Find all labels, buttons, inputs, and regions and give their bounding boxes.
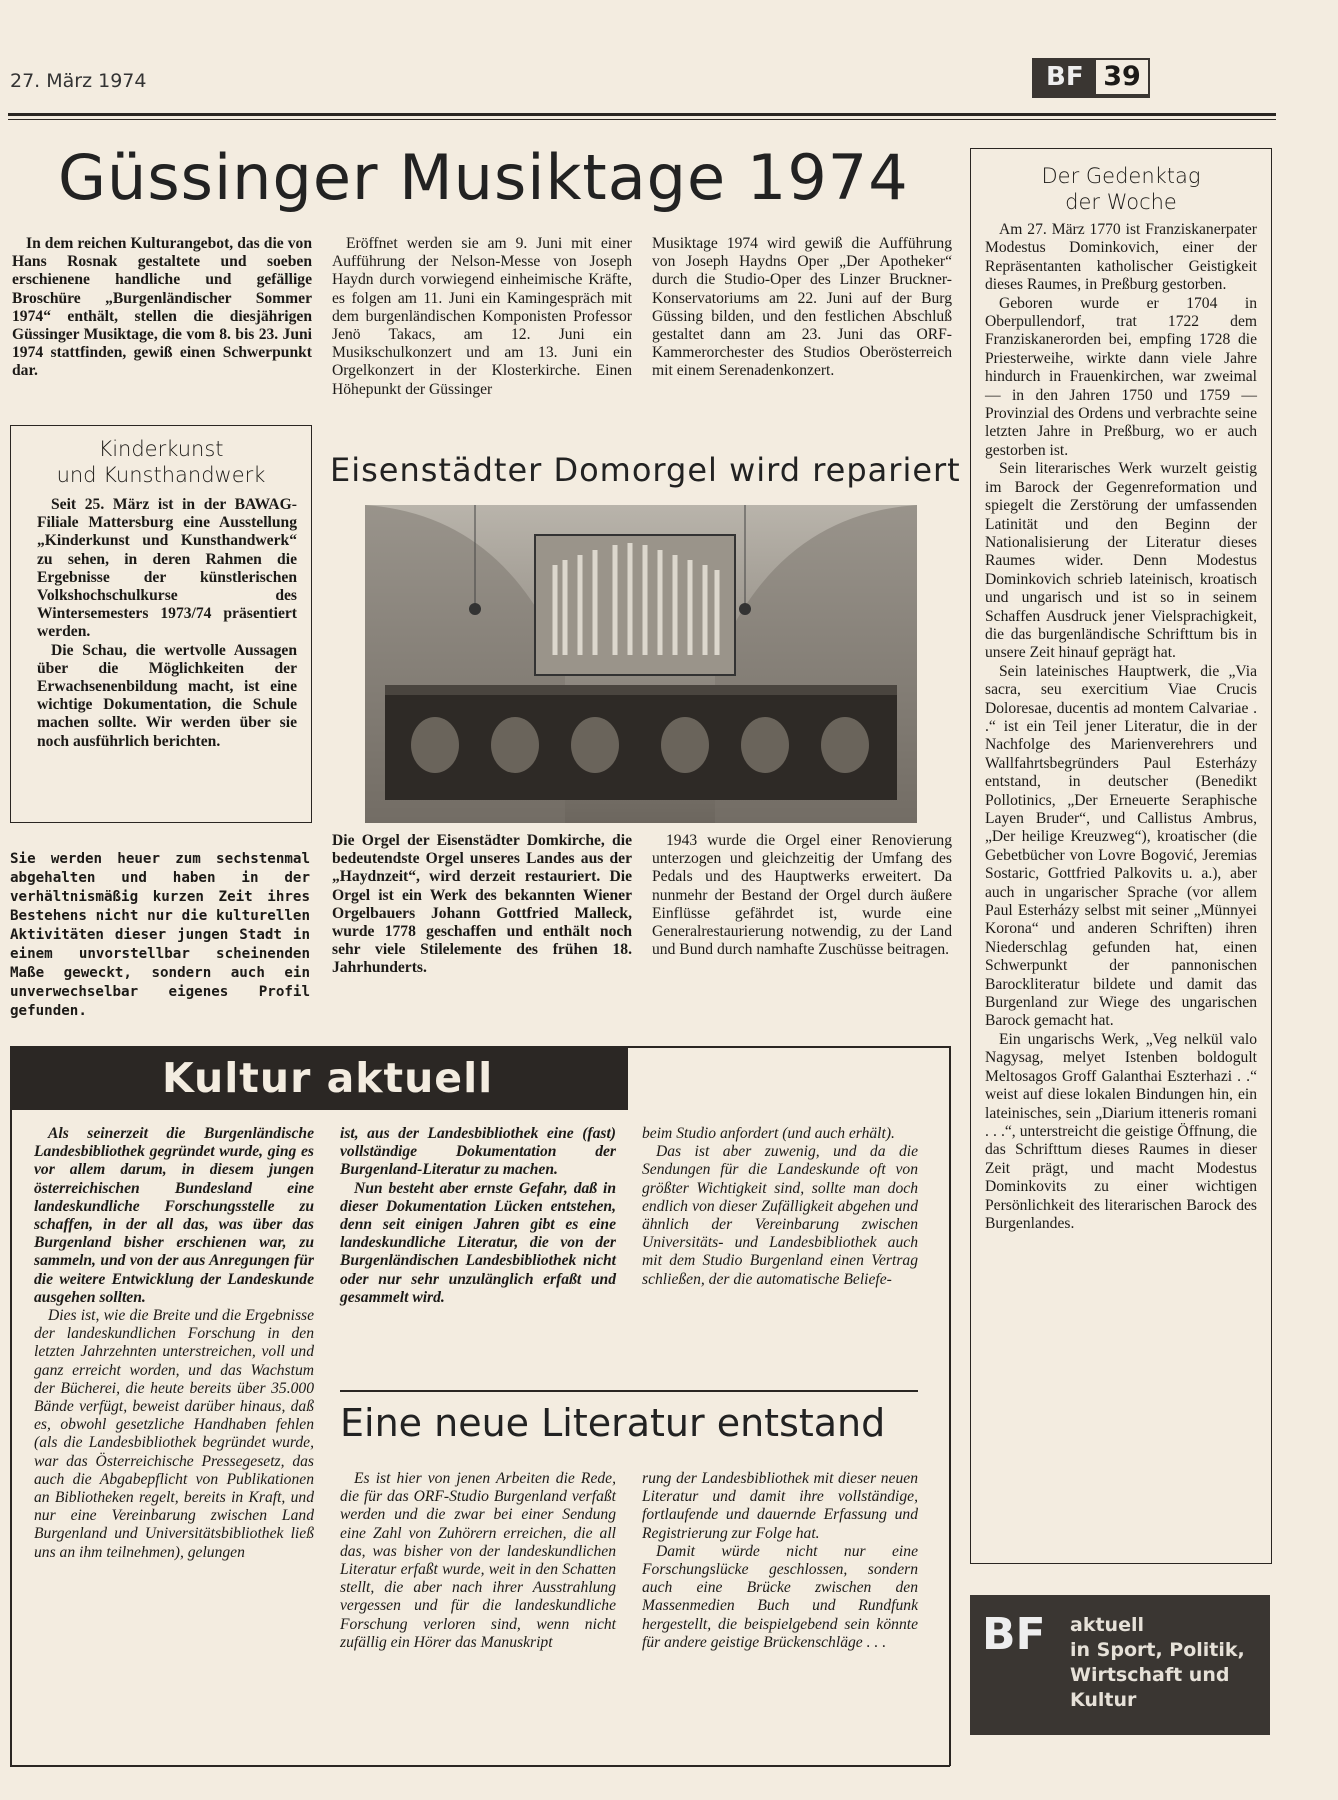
kinderkunst-body: [37, 496, 297, 751]
kinderkunst-box: [10, 425, 312, 823]
left-column-text: [10, 850, 310, 1021]
page-date: 27. März 1974: [10, 70, 147, 92]
kultur-aktuell-title: Kultur aktuell: [162, 1054, 494, 1102]
gedenktag-p1: Am 27. März 1770 ist Franziskanerpater Modestus Dominkovich, einer der Repräsentanten katholischer Geistigkeit dieses Raumes, in Preßburg gestorben.: [985, 221, 1257, 294]
bf-ad-line3: Wirtschaft und: [1070, 1664, 1230, 1686]
gedenktag-title-line2: der Woche: [1065, 190, 1177, 214]
gedenktag-box: [970, 148, 1272, 1564]
main-col2: [332, 235, 632, 399]
organ-photo: [365, 505, 917, 823]
organ-photo-svg: [365, 505, 917, 823]
kultur-frame-right: [949, 1046, 951, 1766]
kultur-col1-para1: Als seinerzeit die Burgenländische Landesbibliothek gegründet wurde, ging es vor allem darum, in diesem jungen österreichischen Bundesland eine landeskundliche Forschungsstelle zu schaffen, in der all das, was über das Burgenland bisher erschienen war, zu sammeln, und von der aus Anregungen für die weitere Entwicklung der Landeskunde ausgehen sollten.: [34, 1125, 314, 1306]
kinderkunst-para2: Die Schau, die wertvolle Aussagen über die Möglichkeiten der Erwachsenenbildung macht, ist eine wichtige Dokumentation, die Schule machen sollte. Wir werden über sie noch ausführlich berichten.: [37, 641, 297, 750]
gedenktag-p3: Sein literarisches Werk wurzelt geistig im Barock der Gegenreformation und spiegelt die Zerstörung der umfassenden Latinität und den Beginn der Nationalisierung der Literatur dieses Raumes wider. Denn Modestus Dominkovich schrieb lateinisch, kroatisch und ungarisch und ist so in seinem Schaffen Ausdruck jener Vielsprachigkeit, die das burgenländische Schrifttum bis in unsere Zeit hinauf geprägt hat.: [985, 460, 1257, 662]
kinderkunst-title-line2: und Kunsthandwerk: [56, 463, 266, 487]
kultur-col2: [340, 1125, 616, 1307]
kultur-col2-para1: ist, aus der Landesbibliothek eine (fast) vollständige Dokumentation der Burgenland-Literatur zu machen.: [340, 1125, 616, 1179]
literatur-headline: Eine neue Literatur entstand: [340, 1401, 886, 1445]
gedenktag-p4: Sein lateinisches Hauptwerk, die „Via sacra, seu exercitium Viae Crucis Doloresae, ducentis ad montem Calvariae . .“ ist ein Teil jener Literatur, die in der Nachfolge des Marienverehrers und Wallfahrtsbegründers Paul Esterházy entstand, in deutscher (Benedikt Pollotinics, „Der Erneuerte Seraphische Layen Bruder“, und Callistus Ambrus, „Der heilige Kreuzweg“), kroatischer (die Gebetbücher von Lovre Bogović, Jeremias Sostaric, Gottfried Palkovits u. a.), aber auch in ungarischer Sprache (vor allem Paul Esterházy selbst mit seiner „Münnyei Korona“ und anderen Schriften) ihren Niederschlag gefunden hat, einen Schwerpunkt der pannonischen Barockliteratur bildete und damit das Burgenland zur Wiege des ungarischen Barock gemacht hat.: [985, 662, 1257, 1030]
kultur-frame-bottom: [10, 1765, 950, 1767]
kultur-col3-para1: beim Studio anfordert (und auch erhält).: [642, 1125, 895, 1142]
kultur-aktuell-banner: [10, 1046, 628, 1110]
main-lead: [12, 235, 312, 381]
literatur-col1-text: Es ist hier von jenen Arbeiten die Rede, die für das ORF-Studio Burgenland verfaßt werden und die zwar bei einer Sendung eine Zahl von Zuhörern erreichen, die all das, was bisher von der landeskundlichen Literatur erfaßt wurde, weit in den Schatten stellt, die aber nach ihrer Ausstrahlung vergessen und für die landeskundliche Forschung verloren sind, wenn nicht zufällig ein Hörer das Manuskript: [340, 1470, 616, 1651]
literatur-col1: [340, 1470, 616, 1652]
kultur-col1: [34, 1125, 314, 1562]
main-col2-text: Eröffnet werden sie am 9. Juni mit einer Aufführung der Nelson-Messe von Joseph Haydn durch vorwiegend einheimische Kräfte, es folgen am 11. Juni ein Kamingespräch mit dem burgenländischen Komponisten Professor Jenö Takacs, am 12. Juni ein Musikschulkonzert und am 13. Juni ein Orgelkonzert in der Klosterkirche. Einen Höhepunkt der Güssinger: [332, 235, 632, 398]
gedenktag-body: [985, 221, 1257, 1233]
bf-ad: [970, 1595, 1270, 1735]
kultur-col2-para2: Nun besteht aber ernste Gefahr, daß in dieser Dokumentation Lücken entstehen, denn seit einigen Jahren gibt es eine landeskundliche Literatur, die von der Burgenländischen Landesbibliothek nicht oder nur sehr unzulänglich erfaßt und gesammelt wird.: [340, 1179, 616, 1306]
kultur-frame-top: [625, 1046, 950, 1048]
kinderkunst-para1: Seit 25. März ist in der BAWAG-Filiale Mattersburg eine Ausstellung „Kinderkunst und Kunsthandwerk“ zu sehen, in deren Rahmen die Ergebnisse der künstlerischen Volkshochschulkurse des Wintersemesters 1973/74 präsentiert werden.: [37, 496, 297, 641]
orgel-caption: [332, 832, 632, 978]
main-col3: [652, 235, 952, 381]
header-rule-thin: [8, 119, 1276, 120]
gedenktag-title: [971, 163, 1271, 215]
kultur-col3: [642, 1125, 918, 1289]
brand-badge: [1032, 58, 1150, 98]
brand-logo: BF: [1046, 62, 1084, 92]
kultur-col3-para2: Das ist aber zuwenig, und da die Sendungen für die Landeskunde oft von größter Wichtigkeit sind, sollte man doch endlich von dieser Zufälligkeit abgehen und ähnlich der Vereinbarung zwischen Universitäts- und Landesbibliothek auch mit dem Studio Burgenland einen Vertrag schließen, der die automatische Beliefe-: [642, 1143, 918, 1288]
page-number: 39: [1096, 60, 1148, 94]
bf-ad-line1: aktuell: [1070, 1614, 1144, 1636]
literatur-rule: [340, 1390, 918, 1392]
literatur-col2: [642, 1470, 918, 1652]
bf-ad-line4: Kultur: [1070, 1689, 1137, 1711]
orgel-headline: Eisenstädter Domorgel wird repariert: [330, 451, 961, 489]
literatur-col2-para1: rung der Landesbibliothek mit dieser neuen Literatur und damit ihre vollständige, fortlaufende und dauernde Erfassung und Registrierung zur Folge hat.: [642, 1470, 918, 1542]
gedenktag-title-line1: Der Gedenktag: [1041, 164, 1201, 188]
kinderkunst-title: [11, 436, 311, 488]
literatur-col2-para2: Damit würde nicht nur eine Forschungslücke geschlossen, sondern auch eine Brücke zwischen den Massenmedien Buch und Rundfunk hergestellt, die beispielgebend sein könnte für andere geistige Brückenschläge . . .: [642, 1542, 918, 1651]
left-column-para: Sie werden heuer zum sechstenmal abgehalten und haben in der verhältnismäßig kurzen Zeit ihres Bestehens nicht nur die kulturellen Aktivitäten dieser jungen Stadt in einem unvorstellbar scheinenden Maße geweckt, sondern auch ein unverwechselbar eigenes Profil gefunden.: [10, 851, 310, 1019]
bf-ad-text: [1070, 1613, 1245, 1713]
main-headline: Güssinger Musiktage 1974: [58, 141, 909, 214]
kultur-frame-left: [10, 1046, 12, 1766]
bf-ad-line2: in Sport, Politik,: [1070, 1639, 1245, 1661]
orgel-body: [652, 832, 952, 959]
header-rule: [8, 113, 1276, 116]
kultur-col1-para2: Dies ist, wie die Breite und die Ergebnisse der landeskundlichen Forschung in den letzten Jahrzehnten unterstreichen, voll und ganz erreicht worden, und das Wachstum der Bücherei, die heute bereits über 35.000 Bände verfügt, beweist darüber hinaus, daß es, obwohl gesetzliche Handhaben fehlen (als die Landesbibliothek begründet wurde, war das Österreichische Pressegesetz, das auch die Abgabepflicht von Publikationen an Bibliotheken regelt, bereits in Kraft, und nur eine Vereinbarung zwischen Land Burgenland und Universitätsbibliothek ließ uns an ihm teilnehmen), gelungen: [34, 1307, 314, 1561]
main-col3-text: Musiktage 1974 wird gewiß die Aufführung von Joseph Haydns Oper „Der Apotheker“ durch die Studio-Oper des Linzer Bruckner-Konservatoriums am 22. Juni auf der Burg Güssing bilden, und den festlichen Abschluß gestaltet dann am 23. Juni das ORF-Kammerorchester des Studios Oberösterreich mit einem Serenadenkonzert.: [652, 235, 952, 380]
kinderkunst-title-line1: Kinderkunst: [98, 437, 224, 461]
gedenktag-p2: Geboren wurde er 1704 in Oberpullendorf, trat 1722 dem Franziskanerorden bei, empfing 1728 die Priesterweihe, wirkte dann viele Jahre hindurch in Frauenkirchen, war zweimal — in den Jahren 1750 und 1759 — Provinzial des Ordens und verbrachte seine letzten Jahre in Preßburg, wo er auch gestorben ist.: [985, 294, 1257, 459]
orgel-body-text: 1943 wurde die Orgel einer Renovierung unterzogen und gleichzeitig der Umfang des Pedals und des Hauptwerks erweitert. Da nunmehr der Bestand der Orgel durch äußere Einflüsse gefährdet ist, wurde eine Generalrestaurierung notwendig, zu der Land und Bund durch namhafte Zuschüsse beitragen.: [652, 832, 952, 959]
orgel-caption-text: Die Orgel der Eisenstädter Domkirche, die bedeutendste Orgel unseres Landes aus der „Haydnzeit“, wird derzeit restauriert. Die Orgel ist ein Werk des bekannten Wiener Orgelbauers Johann Gottfried Malleck, wurde 1778 geschaffen und enthält noch sehr viele Stilelemente des frühen 18. Jahrhunderts.: [332, 832, 632, 977]
bf-ad-logo: BF: [982, 1609, 1046, 1660]
main-lead-text: In dem reichen Kulturangebot, das die von Hans Rosnak gestaltete und soeben erschienene handliche und gefällige Broschüre „Burgenländischer Sommer 1974“ enthält, stellen die diesjährigen Güssinger Musiktage, die vom 8. bis 23. Juni 1974 stattfinden, gewiß einen Schwerpunkt dar.: [12, 235, 312, 380]
gedenktag-p5: Ein ungarischs Werk, „Veg nelkül valo Nagysag, melyet Istenben boldogult Meltosagos Groff Galanthai Eszterhazi . .“ weist auf diese lokalen Bindungen hin, ein lateinisches, sein „Diarium itteneris romani . . .“, unterstreicht die geistige Öffnung, die das Schrifttum dieses Raumes in dieser Zeit prägt, und macht Modestus Dominkovits zu einer wichtigen Persönlichkeit des literarischen Barock des Burgenlandes.: [985, 1030, 1257, 1232]
